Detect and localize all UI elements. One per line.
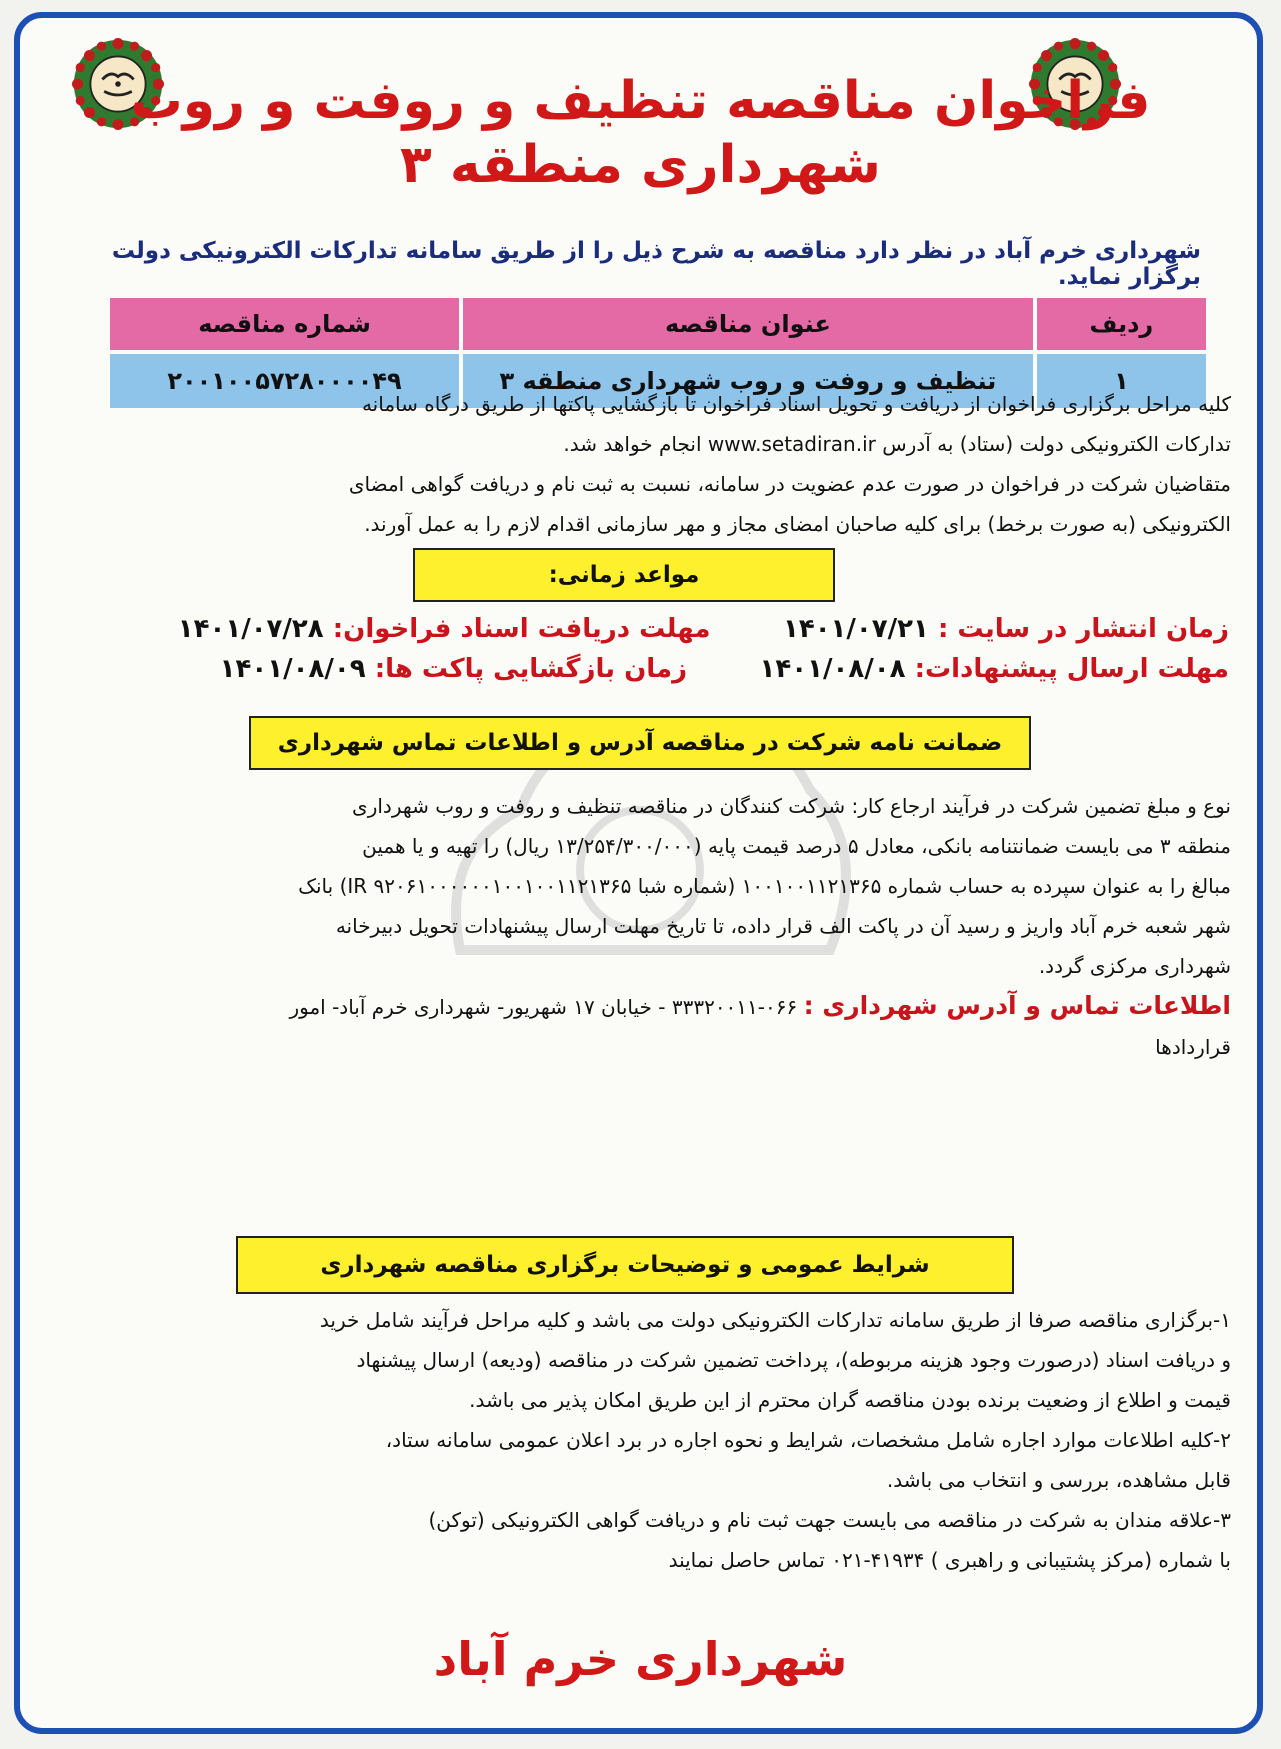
contact-line (30, 986, 1231, 1027)
guarantee-paragraph (30, 786, 1231, 1067)
schedule-line-1 (178, 614, 1229, 644)
paragraph-line: کلیه مراحل برگزاری فراخوان از دریافت و تحویل اسناد فراخوان تا بازگشایی پاکتها از طریق درگاه سامانه (361, 392, 1231, 416)
header-row-number: ردیف (1035, 296, 1208, 352)
cell-tender-title: تنظیف و روفت و روب شهرداری منطقه ۳ (461, 352, 1035, 410)
header-tender-title: عنوان مناقصه (461, 296, 1035, 352)
conditions-heading: شرایط عمومی و توضیحات برگزاری مناقصه شهرداری (236, 1236, 1014, 1294)
procedure-paragraph (30, 384, 1231, 544)
paragraph-line: منطقه ۳ می بایست ضمانتنامه بانکی، معادل ۵ درصد قیمت پایه (۱۳/۲۵۴/۳۰۰/۰۰۰ ریال) را تهیه و یا همین (362, 834, 1231, 858)
condition-line: قیمت و اطلاع از وضعیت برنده بودن مناقصه گران محترم از این طریق امکان پذیر می باشد. (469, 1388, 1231, 1412)
paragraph-line: تدارکات الکترونیکی دولت (ستاد) به آدرس www.setadiran.ir انجام خواهد شد. (563, 432, 1231, 456)
schedule-heading: مواعد زمانی: (413, 548, 835, 602)
conditions-paragraph (30, 1300, 1231, 1580)
opening-label: زمان بازگشایی پاکت ها: (374, 654, 688, 684)
condition-line: با شماره (مرکز پشتیبانی و راهبری ) ۴۱۹۳۴-۰۲۱ تماس حاصل نمایند (668, 1548, 1231, 1572)
intro-text: شهرداری خرم آباد در نظر دارد مناقصه به شرح ذیل را از طریق سامانه تدارکات الکترونیکی دولت برگزار نماید. (111, 238, 1201, 290)
page-title-line1: فراخوان مناقصه تنظیف و روفت و روب (130, 71, 1151, 131)
publish-label: زمان انتشار در سایت : (937, 614, 1229, 644)
contact-label: اطلاعات تماس و آدرس شهرداری : (803, 991, 1231, 1020)
contact-text: ۰۶۶-۳۳۳۲۰۰۱۱ - خیابان ۱۷ شهریور- شهرداری خرم آباد- امور (289, 995, 798, 1019)
opening-date: ۱۴۰۱/۰۸/۰۹ (219, 654, 366, 684)
cell-tender-number: ۲۰۰۱۰۰۵۷۲۸۰۰۰۰۴۹ (108, 352, 461, 410)
docs-deadline-label: مهلت دریافت اسناد فراخوان: (332, 614, 711, 644)
condition-line: ۳-علاقه مندان به شرکت در مناقصه می بایست جهت ثبت نام و دریافت گواهی الکترونیکی (توکن) (428, 1508, 1231, 1532)
cell-row-number: ۱ (1035, 352, 1208, 410)
condition-line: قابل مشاهده، بررسی و انتخاب می باشد. (886, 1468, 1231, 1492)
paragraph-line: نوع و مبلغ تضمین شرکت در فرآیند ارجاع کار: شرکت کنندگان در مناقصه تنظیف و روفت و روب شهرداری (352, 794, 1231, 818)
condition-line: ۱-برگزاری مناقصه صرفا از طریق سامانه تدارکات الکترونیکی دولت می باشد و کلیه مراحل فرآیند شامل خرید (319, 1308, 1231, 1332)
condition-line: و دریافت اسناد (درصورت وجود هزینه مربوطه)، پرداخت تضمین شرکت در مناقصه (ودیعه) ارسال پیشنهاد (356, 1348, 1231, 1372)
publish-date: ۱۴۰۱/۰۷/۲۱ (782, 614, 929, 644)
submit-deadline-date: ۱۴۰۱/۰۸/۰۸ (759, 654, 906, 684)
paragraph-line: شهرداری مرکزی گردد. (1038, 954, 1231, 978)
tender-table-header (108, 296, 1208, 352)
contact-line-2: قراردادها (1155, 1035, 1231, 1059)
paragraph-line: مبالغ را به عنوان سپرده به حساب شماره ۱۰۰۱۰۰۱۱۲۱۳۶۵ (شماره شبا IR ۹۲۰۶۱۰۰۰۰۰۰۱۰۰۱۰۰۱۱۲۱۳۶۵) بانک (298, 874, 1231, 898)
submit-deadline-label: مهلت ارسال پیشنهادات: (914, 654, 1229, 684)
condition-line: ۲-کلیه اطلاعات موارد اجاره شامل مشخصات، شرایط و نحوه اجاره در برد اعلان عمومی سامانه ستاد، (385, 1428, 1231, 1452)
schedule-line-2 (220, 654, 1229, 684)
paragraph-line: الکترونیکی (به صورت برخط) برای کلیه صاحبان امضای مجاز و مهر سازمانی اقدام لازم را به عمل آورند. (364, 512, 1231, 536)
docs-deadline-date: ۱۴۰۱/۰۷/۲۸ (177, 614, 324, 644)
paragraph-line: متقاضیان شرکت در فراخوان در صورت عدم عضویت در سامانه، نسبت به ثبت نام و دریافت گواهی امضای (348, 472, 1231, 496)
paragraph-line: شهر شعبه خرم آباد واریز و رسید آن در پاکت الف قرار داده، تا تاریخ مهلت ارسال پیشنهادات تحویل دبیرخانه (335, 914, 1231, 938)
footer-signature: شهرداری خرم آباد (433, 1632, 848, 1686)
guarantee-heading: ضمانت نامه شرکت در مناقصه آدرس و اطلاعات تماس شهرداری (249, 716, 1031, 770)
header-tender-number: شماره مناقصه (108, 296, 461, 352)
page-title-line2: شهرداری منطقه ۳ (400, 135, 881, 195)
